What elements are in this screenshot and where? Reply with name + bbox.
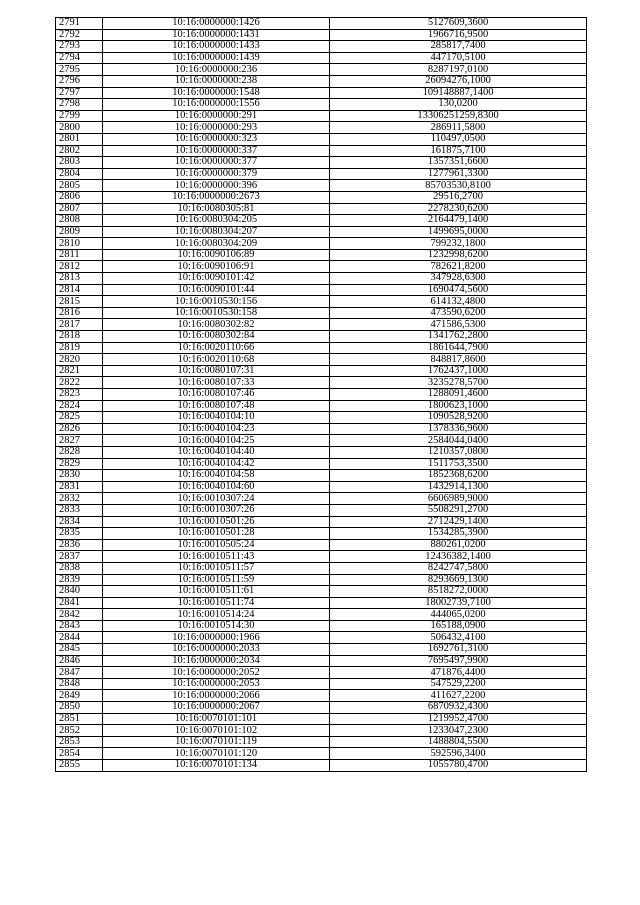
cadastral-number-cell: 10:16:0010530:158	[103, 307, 330, 319]
row-number-cell: 2850	[56, 702, 103, 714]
table-row	[56, 389, 587, 401]
value-cell: 130,0200	[330, 99, 587, 111]
cadastral-number-cell: 10:16:0070101:120	[103, 748, 330, 760]
cadastral-number-cell: 10:16:0000000:1426	[103, 18, 330, 30]
value-cell: 6606989,9000	[330, 493, 587, 505]
table-row	[56, 110, 587, 122]
value-cell: 1210357,0800	[330, 446, 587, 458]
cadastral-number-cell: 10:16:0080304:207	[103, 226, 330, 238]
table-row	[56, 249, 587, 261]
value-cell: 471586,5300	[330, 319, 587, 331]
table-row	[56, 690, 587, 702]
table-row	[56, 365, 587, 377]
value-cell: 29516,2700	[330, 191, 587, 203]
cadastral-number-cell: 10:16:0000000:2033	[103, 644, 330, 656]
row-number-cell: 2823	[56, 389, 103, 401]
row-number-cell: 2810	[56, 238, 103, 250]
row-number-cell: 2839	[56, 574, 103, 586]
cadastral-number-cell: 10:16:0090101:42	[103, 273, 330, 285]
cadastral-number-cell: 10:16:0080302:82	[103, 319, 330, 331]
table-row	[56, 238, 587, 250]
table-row	[56, 574, 587, 586]
table-row	[56, 29, 587, 41]
row-number-cell: 2798	[56, 99, 103, 111]
row-number-cell: 2822	[56, 377, 103, 389]
row-number-cell: 2815	[56, 296, 103, 308]
row-number-cell: 2791	[56, 18, 103, 30]
value-cell: 1499695,0000	[330, 226, 587, 238]
value-cell: 880261,0200	[330, 539, 587, 551]
table-row	[56, 157, 587, 169]
row-number-cell: 2846	[56, 655, 103, 667]
row-number-cell: 2805	[56, 180, 103, 192]
row-number-cell: 2833	[56, 504, 103, 516]
row-number-cell: 2797	[56, 87, 103, 99]
value-cell: 161875,7100	[330, 145, 587, 157]
row-number-cell: 2853	[56, 736, 103, 748]
cadastral-number-cell: 10:16:0000000:2052	[103, 667, 330, 679]
row-number-cell: 2808	[56, 215, 103, 227]
cadastral-number-cell: 10:16:0080302:84	[103, 331, 330, 343]
value-cell: 5127609,3600	[330, 18, 587, 30]
table-row	[56, 412, 587, 424]
row-number-cell: 2819	[56, 342, 103, 354]
table-row	[56, 261, 587, 273]
row-number-cell: 2802	[56, 145, 103, 157]
table-row	[56, 18, 587, 30]
cadastral-number-cell: 10:16:0000000:379	[103, 168, 330, 180]
cadastral-number-cell: 10:16:0070101:134	[103, 760, 330, 772]
value-cell: 471876,4400	[330, 667, 587, 679]
row-number-cell: 2849	[56, 690, 103, 702]
table-row	[56, 226, 587, 238]
value-cell: 1277961,3300	[330, 168, 587, 180]
table-row	[56, 342, 587, 354]
row-number-cell: 2803	[56, 157, 103, 169]
table-row	[56, 354, 587, 366]
row-number-cell: 2847	[56, 667, 103, 679]
cadastral-number-cell: 10:16:0010511:59	[103, 574, 330, 586]
row-number-cell: 2817	[56, 319, 103, 331]
cadastral-value-table	[55, 17, 587, 772]
cadastral-number-cell: 10:16:0010514:24	[103, 609, 330, 621]
cadastral-number-cell: 10:16:0080304:209	[103, 238, 330, 250]
value-cell: 1800623,1000	[330, 400, 587, 412]
row-number-cell: 2834	[56, 516, 103, 528]
row-number-cell: 2844	[56, 632, 103, 644]
value-cell: 1488804,5500	[330, 736, 587, 748]
cadastral-number-cell: 10:16:0040104:23	[103, 423, 330, 435]
table-row	[56, 41, 587, 53]
row-number-cell: 2835	[56, 528, 103, 540]
cadastral-number-cell: 10:16:0010511:74	[103, 597, 330, 609]
value-cell: 286911,5800	[330, 122, 587, 134]
row-number-cell: 2832	[56, 493, 103, 505]
table-row	[56, 632, 587, 644]
cadastral-number-cell: 10:16:0000000:1556	[103, 99, 330, 111]
value-cell: 1432914,1300	[330, 481, 587, 493]
cadastral-number-cell: 10:16:0000000:396	[103, 180, 330, 192]
value-cell: 1690474,5600	[330, 284, 587, 296]
value-cell: 2278230,6200	[330, 203, 587, 215]
value-cell: 347928,6300	[330, 273, 587, 285]
row-number-cell: 2848	[56, 678, 103, 690]
cadastral-number-cell: 10:16:0070101:101	[103, 713, 330, 725]
row-number-cell: 2842	[56, 609, 103, 621]
value-cell: 1692761,3100	[330, 644, 587, 656]
value-cell: 2164479,1400	[330, 215, 587, 227]
value-cell: 1762437,1000	[330, 365, 587, 377]
value-cell: 1055780,4700	[330, 760, 587, 772]
row-number-cell: 2820	[56, 354, 103, 366]
cadastral-number-cell: 10:16:0080107:31	[103, 365, 330, 377]
table-row	[56, 725, 587, 737]
row-number-cell: 2855	[56, 760, 103, 772]
cadastral-number-cell: 10:16:0010307:26	[103, 504, 330, 516]
cadastral-number-cell: 10:16:0040104:25	[103, 435, 330, 447]
row-number-cell: 2812	[56, 261, 103, 273]
row-number-cell: 2800	[56, 122, 103, 134]
value-cell: 110497,0500	[330, 133, 587, 145]
table-row	[56, 551, 587, 563]
value-cell: 8518272,0000	[330, 586, 587, 598]
row-number-cell: 2796	[56, 75, 103, 87]
table-row	[56, 736, 587, 748]
row-number-cell: 2851	[56, 713, 103, 725]
row-number-cell: 2821	[56, 365, 103, 377]
table-row	[56, 273, 587, 285]
value-cell: 614132,4800	[330, 296, 587, 308]
cadastral-number-cell: 10:16:0090106:89	[103, 249, 330, 261]
cadastral-number-cell: 10:16:0000000:238	[103, 75, 330, 87]
cadastral-number-cell: 10:16:0000000:1966	[103, 632, 330, 644]
cadastral-number-cell: 10:16:0080107:48	[103, 400, 330, 412]
cadastral-number-cell: 10:16:0000000:2066	[103, 690, 330, 702]
row-number-cell: 2831	[56, 481, 103, 493]
value-cell: 109148887,1400	[330, 87, 587, 99]
cadastral-number-cell: 10:16:0070101:102	[103, 725, 330, 737]
row-number-cell: 2811	[56, 249, 103, 261]
cadastral-number-cell: 10:16:0090106:91	[103, 261, 330, 273]
row-number-cell: 2854	[56, 748, 103, 760]
row-number-cell: 2829	[56, 458, 103, 470]
cadastral-number-cell: 10:16:0000000:1548	[103, 87, 330, 99]
cadastral-number-cell: 10:16:0080304:205	[103, 215, 330, 227]
row-number-cell: 2836	[56, 539, 103, 551]
value-cell: 444065,0200	[330, 609, 587, 621]
table-row	[56, 99, 587, 111]
table-row	[56, 377, 587, 389]
value-cell: 7695497,9900	[330, 655, 587, 667]
value-cell: 1861644,7900	[330, 342, 587, 354]
cadastral-number-cell: 10:16:0090101:44	[103, 284, 330, 296]
cadastral-number-cell: 10:16:0000000:236	[103, 64, 330, 76]
table-row	[56, 75, 587, 87]
row-number-cell: 2830	[56, 470, 103, 482]
cadastral-number-cell: 10:16:0010530:156	[103, 296, 330, 308]
row-number-cell: 2792	[56, 29, 103, 41]
table-row	[56, 64, 587, 76]
table-row	[56, 319, 587, 331]
table-row	[56, 586, 587, 598]
row-number-cell: 2806	[56, 191, 103, 203]
value-cell: 85703530,8100	[330, 180, 587, 192]
row-number-cell: 2825	[56, 412, 103, 424]
value-cell: 1288091,4600	[330, 389, 587, 401]
cadastral-number-cell: 10:16:0020110:68	[103, 354, 330, 366]
value-cell: 1357351,6600	[330, 157, 587, 169]
cadastral-number-cell: 10:16:0080107:46	[103, 389, 330, 401]
cadastral-number-cell: 10:16:0040104:42	[103, 458, 330, 470]
table-row	[56, 52, 587, 64]
cadastral-number-cell: 10:16:0000000:2053	[103, 678, 330, 690]
cadastral-number-cell: 10:16:0010501:28	[103, 528, 330, 540]
table-row	[56, 528, 587, 540]
row-number-cell: 2843	[56, 620, 103, 632]
value-cell: 1966716,9500	[330, 29, 587, 41]
table-row	[56, 516, 587, 528]
table-row	[56, 644, 587, 656]
table-row	[56, 609, 587, 621]
cadastral-number-cell: 10:16:0000000:1439	[103, 52, 330, 64]
cadastral-number-cell: 10:16:0000000:293	[103, 122, 330, 134]
cadastral-number-cell: 10:16:0010505:24	[103, 539, 330, 551]
value-cell: 1511753,3500	[330, 458, 587, 470]
table-row	[56, 481, 587, 493]
table-row	[56, 284, 587, 296]
table-row	[56, 678, 587, 690]
value-cell: 26094276,1000	[330, 75, 587, 87]
cadastral-number-cell: 10:16:0000000:2034	[103, 655, 330, 667]
table-row	[56, 423, 587, 435]
table-row	[56, 667, 587, 679]
value-cell: 13306251259,8300	[330, 110, 587, 122]
cadastral-number-cell: 10:16:0000000:2673	[103, 191, 330, 203]
value-cell: 2584044,0400	[330, 435, 587, 447]
value-cell: 18002739,7100	[330, 597, 587, 609]
row-number-cell: 2794	[56, 52, 103, 64]
value-cell: 1090528,9200	[330, 412, 587, 424]
table-row	[56, 493, 587, 505]
table-row	[56, 539, 587, 551]
table-row	[56, 122, 587, 134]
table-row	[56, 168, 587, 180]
cadastral-number-cell: 10:16:0000000:377	[103, 157, 330, 169]
value-cell: 1852368,6200	[330, 470, 587, 482]
row-number-cell: 2828	[56, 446, 103, 458]
cadastral-number-cell: 10:16:0010511:61	[103, 586, 330, 598]
value-cell: 547529,2200	[330, 678, 587, 690]
value-cell: 165188,0900	[330, 620, 587, 632]
row-number-cell: 2838	[56, 562, 103, 574]
value-cell: 3235278,5700	[330, 377, 587, 389]
value-cell: 473590,6200	[330, 307, 587, 319]
table-row	[56, 331, 587, 343]
row-number-cell: 2852	[56, 725, 103, 737]
table-row	[56, 145, 587, 157]
table-row	[56, 620, 587, 632]
row-number-cell: 2845	[56, 644, 103, 656]
cadastral-number-cell: 10:16:0000000:1431	[103, 29, 330, 41]
row-number-cell: 2799	[56, 110, 103, 122]
cadastral-number-cell: 10:16:0000000:323	[103, 133, 330, 145]
table-row	[56, 400, 587, 412]
value-cell: 1219952,4700	[330, 713, 587, 725]
cadastral-number-cell: 10:16:0010501:26	[103, 516, 330, 528]
table-row	[56, 597, 587, 609]
cadastral-number-cell: 10:16:0000000:291	[103, 110, 330, 122]
row-number-cell: 2840	[56, 586, 103, 598]
cadastral-number-cell: 10:16:0000000:2067	[103, 702, 330, 714]
value-cell: 1378336,9600	[330, 423, 587, 435]
table-row	[56, 470, 587, 482]
table-row	[56, 655, 587, 667]
row-number-cell: 2807	[56, 203, 103, 215]
table-row	[56, 296, 587, 308]
table-row	[56, 504, 587, 516]
row-number-cell: 2824	[56, 400, 103, 412]
table-row	[56, 87, 587, 99]
cadastral-number-cell: 10:16:0020110:66	[103, 342, 330, 354]
table-row	[56, 446, 587, 458]
table-row	[56, 307, 587, 319]
table-row	[56, 133, 587, 145]
cadastral-number-cell: 10:16:0040104:58	[103, 470, 330, 482]
value-cell: 1233047,2300	[330, 725, 587, 737]
row-number-cell: 2801	[56, 133, 103, 145]
table-row	[56, 702, 587, 714]
table-row	[56, 713, 587, 725]
table-row	[56, 562, 587, 574]
table-row	[56, 458, 587, 470]
value-cell: 2712429,1400	[330, 516, 587, 528]
value-cell: 6870932,4300	[330, 702, 587, 714]
row-number-cell: 2818	[56, 331, 103, 343]
row-number-cell: 2814	[56, 284, 103, 296]
cadastral-number-cell: 10:16:0000000:1433	[103, 41, 330, 53]
row-number-cell: 2837	[56, 551, 103, 563]
value-cell: 285817,7400	[330, 41, 587, 53]
table-row	[56, 191, 587, 203]
row-number-cell: 2841	[56, 597, 103, 609]
cadastral-number-cell: 10:16:0080107:33	[103, 377, 330, 389]
table-row	[56, 435, 587, 447]
row-number-cell: 2813	[56, 273, 103, 285]
table-row	[56, 180, 587, 192]
row-number-cell: 2804	[56, 168, 103, 180]
row-number-cell: 2827	[56, 435, 103, 447]
table-row	[56, 748, 587, 760]
row-number-cell: 2795	[56, 64, 103, 76]
cadastral-number-cell: 10:16:0010514:30	[103, 620, 330, 632]
value-cell: 592596,3400	[330, 748, 587, 760]
cadastral-number-cell: 10:16:0010307:24	[103, 493, 330, 505]
value-cell: 848817,8600	[330, 354, 587, 366]
value-cell: 1232998,6200	[330, 249, 587, 261]
value-cell: 5508291,2700	[330, 504, 587, 516]
value-cell: 12436382,1400	[330, 551, 587, 563]
cadastral-number-cell: 10:16:0080305:81	[103, 203, 330, 215]
table-row	[56, 760, 587, 772]
cadastral-number-cell: 10:16:0010511:57	[103, 562, 330, 574]
row-number-cell: 2816	[56, 307, 103, 319]
value-cell: 447170,5100	[330, 52, 587, 64]
value-cell: 782621,8200	[330, 261, 587, 273]
row-number-cell: 2826	[56, 423, 103, 435]
cadastral-number-cell: 10:16:0040104:10	[103, 412, 330, 424]
value-cell: 8242747,5800	[330, 562, 587, 574]
cadastral-number-cell: 10:16:0040104:40	[103, 446, 330, 458]
cadastral-number-cell: 10:16:0000000:337	[103, 145, 330, 157]
value-cell: 799232,1800	[330, 238, 587, 250]
table-body	[56, 18, 587, 772]
value-cell: 8293669,1300	[330, 574, 587, 586]
value-cell: 8287197,0100	[330, 64, 587, 76]
row-number-cell: 2809	[56, 226, 103, 238]
cadastral-number-cell: 10:16:0010511:43	[103, 551, 330, 563]
table-row	[56, 215, 587, 227]
row-number-cell: 2793	[56, 41, 103, 53]
value-cell: 1341762,2800	[330, 331, 587, 343]
cadastral-number-cell: 10:16:0040104:60	[103, 481, 330, 493]
table-row	[56, 203, 587, 215]
cadastral-number-cell: 10:16:0070101:119	[103, 736, 330, 748]
value-cell: 1534285,3900	[330, 528, 587, 540]
value-cell: 506432,4100	[330, 632, 587, 644]
value-cell: 411627,2200	[330, 690, 587, 702]
